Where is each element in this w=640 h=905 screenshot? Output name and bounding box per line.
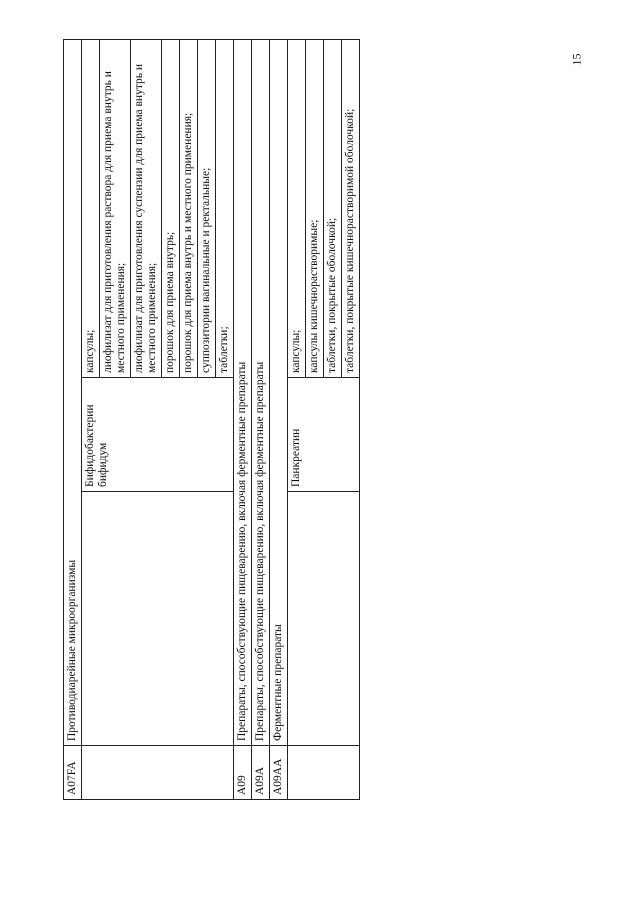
drug-table bbox=[63, 39, 360, 800]
atc-code-cell: A07FA bbox=[64, 746, 82, 800]
group-cell bbox=[288, 492, 360, 746]
atc-code-cell: A09AA bbox=[270, 746, 288, 800]
dosage-form-cell: лиофилизат для приготовления суспензии для приема внутрь и местного применения; bbox=[131, 40, 162, 378]
table-row bbox=[288, 40, 306, 800]
dosage-form-cell: порошок для приема внутрь и местного применения; bbox=[180, 40, 198, 378]
dosage-form-cell: капсулы кишечнорастворимые; bbox=[306, 40, 324, 378]
group-cell: Препараты, способствующие пищеварению, включая ферментные препараты bbox=[234, 40, 252, 746]
dosage-form-cell: порошок для приема внутрь; bbox=[162, 40, 180, 378]
group-cell: Противодиарейные микроорганизмы bbox=[64, 40, 82, 746]
atc-code-cell: A09 bbox=[234, 746, 252, 800]
dosage-form-cell: суппозитории вагинальные и ректальные; bbox=[198, 40, 216, 378]
group-cell: Ферментные препараты bbox=[270, 40, 288, 746]
table-row bbox=[270, 40, 288, 800]
dosage-form-cell: таблетки, покрытые оболочкой; bbox=[324, 40, 342, 378]
dosage-form-cell: лиофилизат для приготовления раствора для приема внутрь и местного применения; bbox=[100, 40, 131, 378]
table-row bbox=[82, 40, 100, 800]
drug-name-cell: Бифидобактерии бифидум bbox=[82, 378, 234, 492]
atc-code-cell: A09A bbox=[252, 746, 270, 800]
dosage-form-cell: таблетки, покрытые кишечнорастворимой оболочкой; bbox=[342, 40, 360, 378]
group-cell: Препараты, способствующие пищеварению, включая ферментные препараты bbox=[252, 40, 270, 746]
page-number: 15 bbox=[569, 53, 584, 66]
drug-name-cell: Панкреатин bbox=[288, 378, 360, 492]
dosage-form-cell: капсулы; bbox=[288, 40, 306, 378]
dosage-form-cell: таблетки; bbox=[216, 40, 234, 378]
rotated-content bbox=[63, 40, 553, 800]
group-cell bbox=[82, 492, 234, 746]
table-row bbox=[252, 40, 270, 800]
atc-code-cell bbox=[82, 746, 234, 800]
atc-code-cell bbox=[288, 746, 360, 800]
dosage-form-cell: капсулы; bbox=[82, 40, 100, 378]
table-row bbox=[64, 40, 82, 800]
table-row bbox=[234, 40, 252, 800]
